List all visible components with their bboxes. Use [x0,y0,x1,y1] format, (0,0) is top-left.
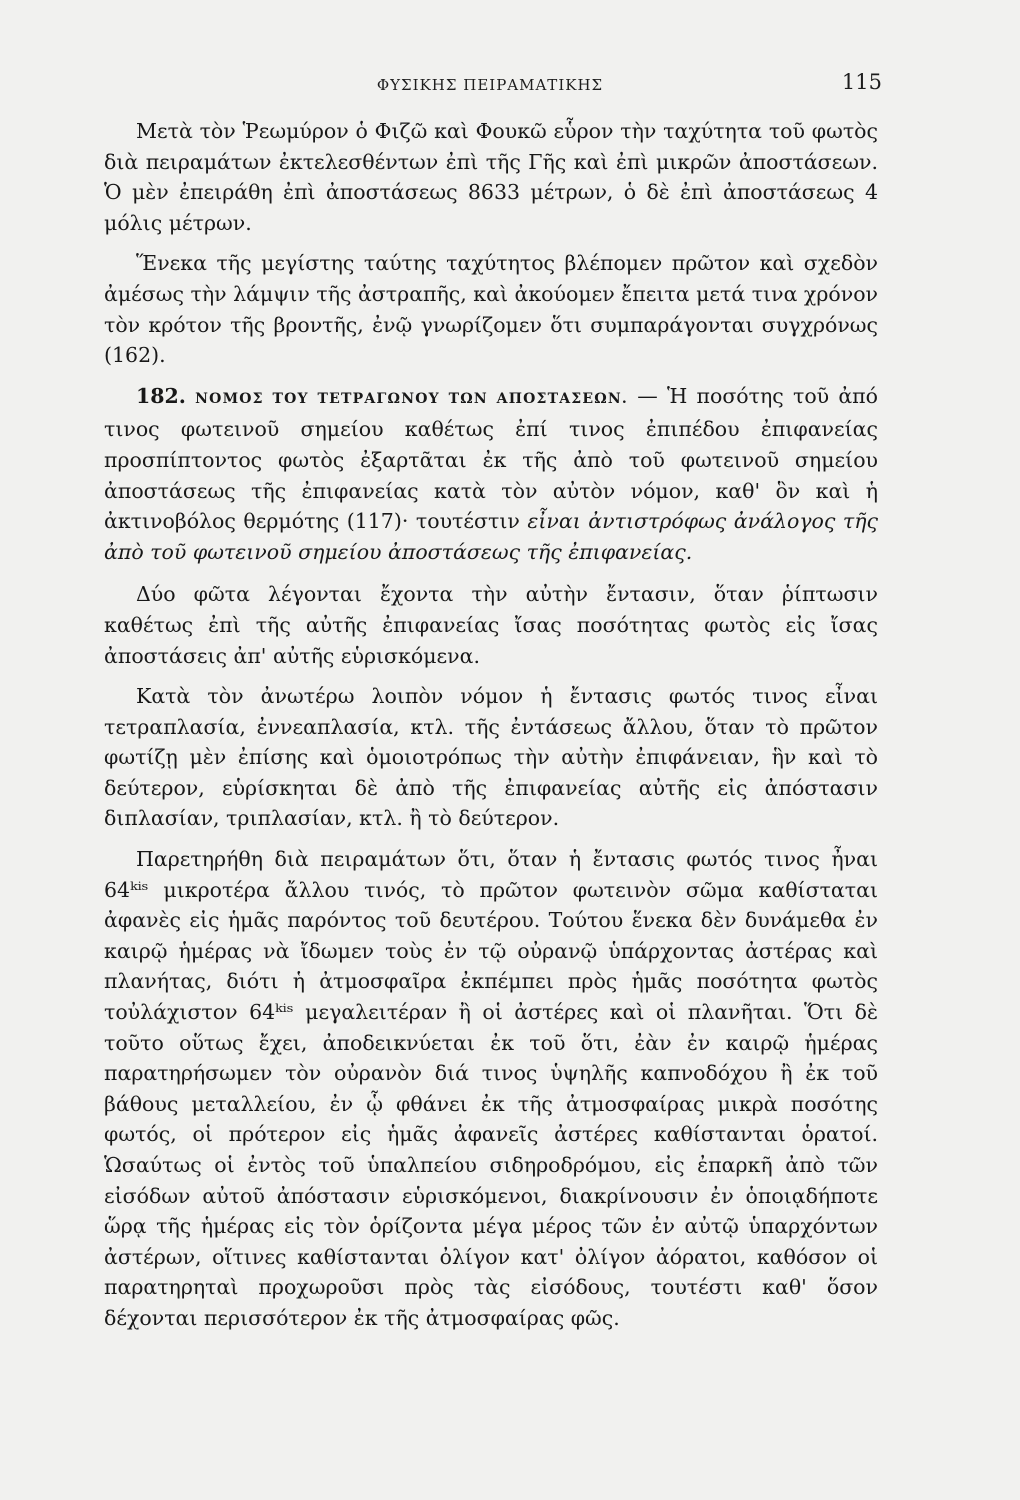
section-182 [104,381,878,568]
paragraph-speed-of-light: Μετὰ τὸν Ῥεωμύρον ὁ Φιζῶ καὶ Φουκῶ εὗρον τὴν ταχύτητα τοῦ φωτὸς διὰ πειραμάτων ἐκτελεσθέντων ἐπὶ τῆς Γῆς καὶ ἐπὶ μικρῶν ἀποστάσεων. Ὁ μὲν ἐπειράθη ἐπὶ ἀποστάσεως 8633 μέτρων, ὁ δὲ ἐπὶ ἀποστάσεως 4 μόλις μέτρων. [104,119,878,235]
page-body [104,116,878,1344]
paragraph-intensity-ratio: Κατὰ τὸν ἀνωτέρω λοιπὸν νόμον ἡ ἔντασις φωτός τινος εἶναι τετραπλασία, ἐννεαπλασία, κτλ. τῆς ἐντάσεως ἄλλου, ὅταν τὸ πρῶτον φωτίζῃ μὲν ἐπίσης καὶ ὁμοιοτρόπως τὴν αὐτὴν ἐπιφάνειαν, ἣν καὶ τὸ δεύτερον, εὑρίσκηται δὲ ἀπὸ τῆς ἐπιφανείας αὐτῆς εἰς ἀπόστασιν διπλασίαν, τριπλασίαν, κτλ. ἢ τὸ δεύτερον. [104,684,878,831]
page-number: 115 [841,70,882,94]
running-title: ΦΥΣΙΚΗΣ ΠΕΙΡΑΜΑΤΙΚΗΣ [376,76,604,94]
section-text: — Ἡ ποσότης τοῦ ἀπό τινος φωτεινοῦ σημείου καθέτως ἐπί τινος ἐπιπέδου ἐπιφανείας προσπίπτοντος φωτὸς ἐξαρτᾶται ἐκ τῆς ἀπὸ τοῦ φωτεινοῦ σημείου ἀποστάσεως τῆς ἐπιφανείας κατὰ τὸν αὐτὸν νόμον, καθ' ὃν καὶ ἡ ἀκτινοβόλος θερμότης (117)· τουτέστιν [104,383,878,534]
section-law-statement: εἶναι ἀντιστρόφως ἀνάλογος τῆς ἀπὸ τοῦ φωτεινοῦ σημείου ἀποστάσεως τῆς ἐπιφανείας. [104,509,879,564]
section-title: ΝΟΜΟΣ ΤΟΥ ΤΕΤΡΑΓΩΝΟΥ ΤΩΝ ΑΠΟΣΤΑΣΕΩΝ. [195,390,628,407]
paragraph-daytime-stars: Παρετηρήθη διὰ πειραμάτων ὅτι, ὅταν ἡ ἔντασις φωτός τινος ἦναι 64ᵏⁱˢ μικροτέρα ἄλλου τινός, τὸ πρῶτον φωτεινὸν σῶμα καθίσταται ἀφανὲς εἰς ἡμᾶς παρόντος τοῦ δευτέρου. Τούτου ἕνεκα δὲν δυνάμεθα ἐν καιρῷ ἡμέρας νὰ ἴδωμεν τοὺς ἐν τῷ οὐρανῷ ὑπάρχοντας ἀστέρας καὶ πλανήτας, διότι ἡ ἀτμοσφαῖρα ἐκπέμπει πρὸς ἡμᾶς ποσότητα φωτὸς τοὐλάχιστον 64ᵏⁱˢ μεγαλειτέραν ἢ οἱ ἀστέρες καὶ οἱ πλανῆται. Ὅτι δὲ τοῦτο οὕτως ἔχει, ἀποδεικνύεται ἐκ τοῦ ὅτι, ἐὰν ἐν καιρῷ ἡμέρας παρατηρήσωμεν τὸν οὐρανὸν διά τινος ὑψηλῆς καπνοδόχου ἢ ἐκ τοῦ βάθους μεταλλείου, ἐν ᾧ φθάνει ἐκ τῆς ἀτμοσφαίρας μικρὰ ποσότης φωτός, οἱ πρότερον εἰς ἡμᾶς ἀφανεῖς ἀστέρες καθίστανται ὁρατοί. Ὡσαύτως οἱ ἐντὸς τοῦ ὑπαλπείου σιδηροδρόμου, εἰς ἐπαρκῆ ἀπὸ τῶν εἰσόδων αὐτοῦ ἀπόστασιν εὑρισκόμενοι, διακρίνουσιν ἐν ὁποιᾳδήποτε ὥρᾳ τῆς ἡμέρας εἰς τὸν ὁρίζοντα μέγα μέρος τῶν ἐν αὐτῷ ὑπαρχόντων ἀστέρων, οἵτινες καθίστανται ὀλίγον κατ' ὀλίγον ἀόρατοι, καθόσον οἱ παρατηρηταὶ προχωροῦσι πρὸς τὰς εἰσόδους, τουτέστι καθ' ὅσον δέχονται περισσότερον ἐκ τῆς ἀτμοσφαίρας φῶς. [104,847,878,1330]
section-number: 182. [136,383,186,408]
paragraph-equal-intensity: Δύο φῶτα λέγονται ἔχοντα τὴν αὐτὴν ἔντασιν, ὅταν ῥίπτωσιν καθέτως ἐπὶ τῆς αὐτῆς ἐπιφανείας ἴσας ποσότητας φωτὸς εἰς ἴσας ἀποστάσεις ἀπ' αὐτῆς εὑρισκόμενα. [104,582,878,668]
paragraph-lightning-thunder: Ἕνεκα τῆς μεγίστης ταύτης ταχύτητος βλέπομεν πρῶτον καὶ σχεδὸν ἀμέσως τὴν λάμψιν τῆς ἀστραπῆς, καὶ ἀκούομεν ἔπειτα μετά τινα χρόνον τὸν κρότον τῆς βροντῆς, ἐνῷ γνωρίζομεν ὅτι συμπαράγονται συγχρόνως (162). [104,251,879,368]
